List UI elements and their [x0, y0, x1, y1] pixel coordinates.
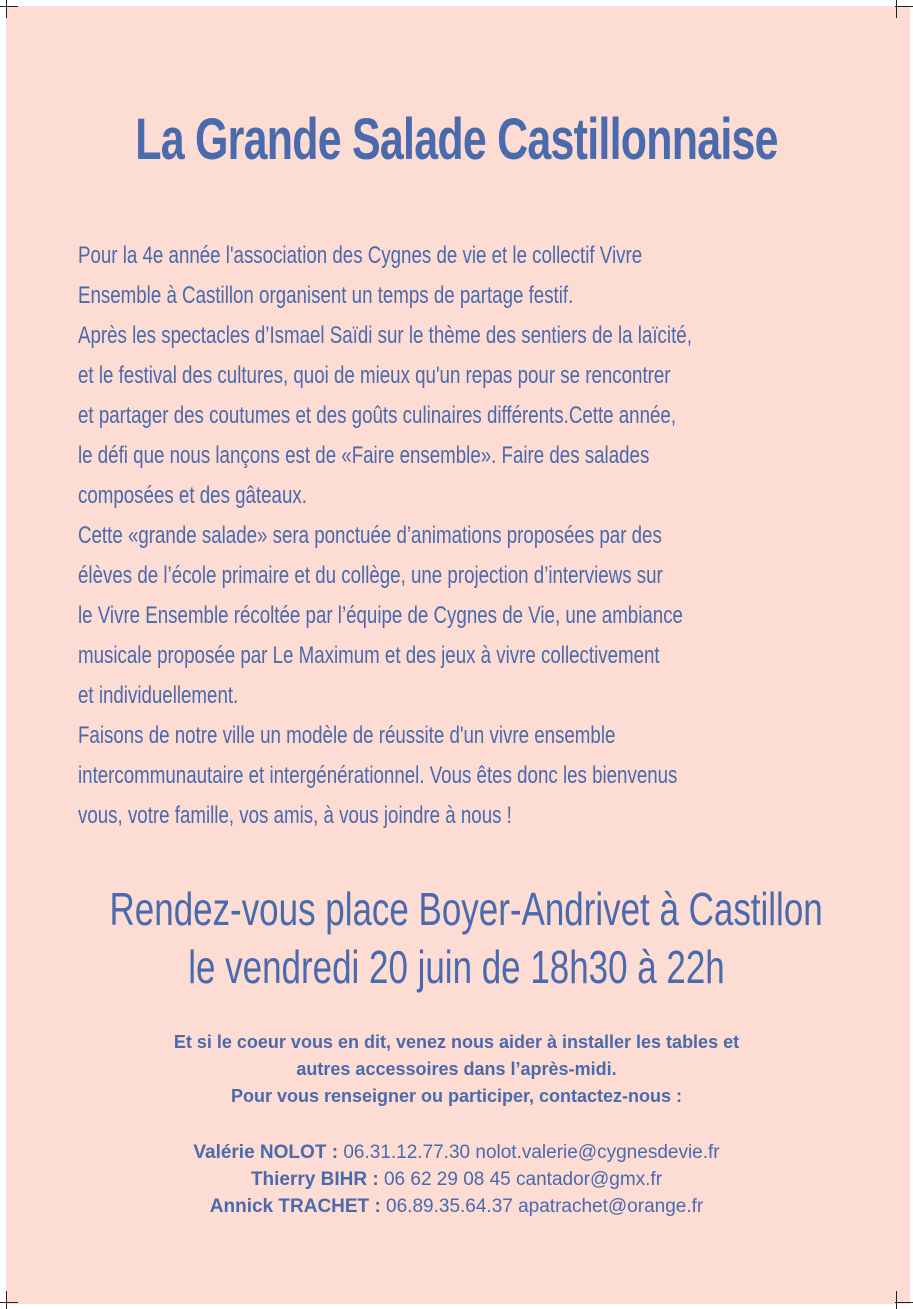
contact-name: Thierry BIHR :	[250, 1169, 379, 1190]
crop-mark-top-left	[6, 0, 7, 18]
body-paragraphs	[78, 236, 838, 836]
body-line: et le festival des cultures, quoi de mieux qu'un repas pour se rencontrer	[78, 362, 671, 389]
body-line: Cette «grande salade» sera ponctuée d’animations proposées par des	[78, 522, 662, 549]
contact-name: Annick TRACHET :	[209, 1196, 381, 1217]
body-line: Ensemble à Castillon organisent un temps de partage festif.	[78, 282, 574, 309]
rendezvous-heading	[0, 880, 913, 996]
body-line: élèves de l’école primaire et du collège, une projection d’interviews sur	[78, 562, 663, 589]
rendezvous-place: Rendez-vous place Boyer-Andrivet à Castillon	[109, 883, 823, 935]
crop-mark-top-right-h	[895, 6, 913, 7]
crop-mark-top-left-h	[0, 6, 18, 7]
body-line: composées et des gâteaux.	[78, 482, 307, 509]
crop-mark-bottom-left-h	[0, 1302, 18, 1303]
contact-name: Valérie NOLOT :	[193, 1142, 339, 1163]
crop-mark-bottom-left	[6, 1291, 7, 1309]
help-invitation	[0, 1029, 913, 1110]
info-line: autres accessoires dans l’après-midi.	[296, 1059, 617, 1079]
crop-mark-bottom-right	[896, 1291, 897, 1309]
contact-list	[0, 1139, 913, 1220]
contact-details: 06.89.35.64.37 apatrachet@orange.fr	[386, 1196, 704, 1217]
contact-entry	[0, 1193, 913, 1220]
rendezvous-date: le vendredi 20 juin de 18h30 à 22h	[188, 941, 725, 993]
body-line: vous, votre famille, vos amis, à vous joindre à nous !	[78, 802, 512, 829]
contact-entry	[0, 1166, 913, 1193]
contact-details: 06.31.12.77.30 nolot.valerie@cygnesdevie.fr	[343, 1142, 720, 1163]
contact-details: 06 62 29 08 45 cantador@gmx.fr	[383, 1169, 663, 1190]
body-line: le défi que nous lançons est de «Faire ensemble». Faire des salades	[78, 442, 650, 469]
flyer-title: La Grande Salade Castillonnaise	[135, 107, 778, 172]
body-line: le Vivre Ensemble récoltée par l’équipe de Cygnes de Vie, une ambiance	[78, 602, 683, 629]
info-line: Et si le coeur vous en dit, venez nous aider à installer les tables et	[173, 1032, 740, 1052]
body-line: Faisons de notre ville un modèle de réussite d'un vivre ensemble	[78, 722, 616, 749]
body-line: Pour la 4e année l'association des Cygnes de vie et le collectif Vivre	[78, 242, 643, 269]
body-line: musicale proposée par Le Maximum et des jeux à vivre collectivement	[78, 642, 660, 669]
body-line: et individuellement.	[78, 682, 239, 709]
body-line: et partager des coutumes et des goûts culinaires différents.Cette année,	[78, 402, 677, 429]
body-line: Après les spectacles d’Ismael Saïdi sur le thème des sentiers de la laïcité,	[78, 322, 692, 349]
crop-mark-top-right	[896, 0, 897, 18]
info-line: Pour vous renseigner ou participer, contactez-nous :	[230, 1086, 683, 1106]
crop-mark-bottom-right-h	[895, 1302, 913, 1303]
contact-entry	[0, 1139, 913, 1166]
body-line: intercommunautaire et intergénérationnel. Vous êtes donc les bienvenus	[78, 762, 678, 789]
